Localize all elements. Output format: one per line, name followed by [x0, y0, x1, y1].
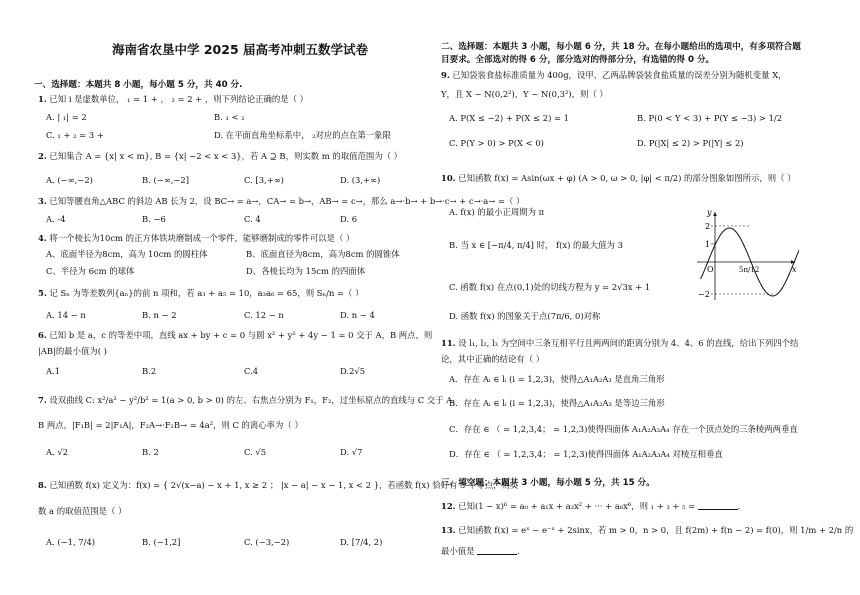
graph-origin-label: O — [707, 265, 714, 274]
q10-option-d: D. 函数 f(x) 的图象关于点(7π/6, 0)对称 — [449, 311, 601, 321]
question-10-stem: 已知函数 f(x) = Asin(ωx + φ) (A > 0, ω > 0, |φ| < π/2) 的部分图象如图所示，则（ ） — [458, 173, 796, 183]
q7-option-d: D. √7 — [340, 447, 363, 457]
q11-option-d: D．存在 ∈ （ = 1,2,3,4； = 1,2,3)使得四面体 A₁A₂A₃A₄ 对棱互相垂直 — [449, 449, 723, 459]
q10-option-b: B. 当 x ∈ [−π/4, π/4] 时， f(x) 的最大值为 3 — [449, 240, 623, 250]
q12-answer-blank[interactable] — [698, 501, 738, 510]
question-5-stem: 记 Sₙ 为等差数列{aₙ}的前 n 项和，若 a₃ + a₅ = 10，a₃a₆ = 65，则 Sₙ/n =（ ） — [49, 288, 364, 298]
q3-option-d: D. 6 — [340, 214, 358, 224]
q4-option-a: A、底面半径为8cm，高为 10cm 的圆柱体 — [46, 249, 208, 259]
section-2-heading-line-1: 二、选择题：本题共 3 小题，每小题 6 分，共 18 分。在每小题给出的选项中，有多项符合题 — [441, 42, 801, 52]
q8-option-d: D. [7/4, 2) — [340, 537, 383, 547]
question-3-stem: 已知等腰直角△ABC 的斜边 AB 长为 2，设 BC→ = a→，CA→ = b→，AB→ = c→，那么 a→·b→ + b→·c→ + c→·a→ =（ ） — [49, 196, 525, 206]
question-12-stem: 已知(1 − x)⁶ = a₀ + a₁x + a₂x² + ··· + a₆x⁶，则 ₁ + ₃ + ₅ = — [458, 501, 696, 511]
q4-option-b: B、底面直径为8cm，高为8cm 的圆锥体 — [246, 249, 400, 259]
question-13-line-2: 最小值是 . — [441, 546, 520, 556]
q9-option-b: B. P(0 < Y < 3) + P(Y ≤ −3) > 1/2 — [637, 113, 783, 123]
question-9-stem-2: Y，且 X ~ N(0,2²)，Y ~ N(0,3²)，则（ ） — [441, 89, 608, 99]
exam-title: 海南省农垦中学 2025 届高考冲刺五数学试卷 — [112, 42, 368, 57]
q4-option-c: C、半径为 6cm 的球体 — [46, 266, 135, 276]
question-8-stem-2: 数 a 的取值范围是（ ） — [38, 506, 127, 516]
question-7-stem-2: B 两点，|F₁B| = 2|F₁A|，F₂A→·F₂B→ = 4a²，则 C 的离心率为（ ） — [38, 420, 303, 430]
q6-option-d: D.2√5 — [340, 366, 366, 376]
q5-option-d: D. n − 4 — [340, 310, 375, 320]
graph-x-tick-label: 5π/12 — [739, 266, 760, 274]
question-10: 10. 已知函数 f(x) = Asin(ωx + φ) (A > 0, ω > 0, |φ| < π/2) 的部分图象如图所示，则（ ） — [441, 173, 796, 183]
question-1: 1. 已知 i 是虚数单位， ₁ = 1 + ， ₂ = 2 + ，则下列结论正确的是（ ） — [38, 94, 309, 104]
q8-option-a: A. (−1, 7/4) — [46, 537, 96, 547]
q1-option-a: A. | ₁| = 2 — [46, 112, 87, 122]
q10-option-a: A. f(x) 的最小正周期为 π — [449, 207, 545, 217]
q4-option-d: D、各棱长均为 15cm 的四面体 — [246, 266, 366, 276]
q2-option-b: B. (−∞,−2] — [142, 175, 190, 185]
question-6-stem: 已知 b 是 a，c 的等差中项，直线 ax + by + c = 0 与圆 x² + y² + 4y − 1 = 0 交于 A，B 两点，则 — [49, 330, 433, 340]
q10-option-c: C. 函数 f(x) 在点(0,1)处的切线方程为 y = 2√3x + 1 — [449, 282, 651, 292]
graph-x-label: x — [792, 265, 797, 274]
q9-option-a: A. P(X ≤ −2) + P(X ≤ 2) = 1 — [449, 113, 570, 123]
graph-y-label: y — [707, 208, 712, 217]
q1-option-c: C. ₁ + ₂ = 3 + — [46, 130, 104, 140]
question-8: 8. 已知函数 f(x) 定义为：f(x) = { 2√(x−a) − x + 1, x ≥ 2 ； |x − a| − x − 1, x < 2 }，若函数 f(x) 恰好有 3 个零点，则实 — [38, 480, 519, 490]
q1-option-d: D. 在平面直角坐标系中， ₂对应的点在第一象限 — [214, 130, 391, 140]
question-11-stem-2: 论，其中正确的结论有（ ） — [441, 354, 545, 364]
question-11: 11. 设 l₁, l₂, l₃ 为空间中三条互相平行且两两间的距离分别为 4、4、6 的直线，给出下列四个结 — [441, 338, 799, 348]
q6-option-a: A.1 — [46, 366, 61, 376]
q13-answer-blank[interactable] — [477, 546, 517, 555]
q9-option-c: C. P(Y > 0) > P(X < 0) — [449, 138, 544, 148]
question-11-stem: 设 l₁, l₂, l₃ 为空间中三条互相平行且两两间的距离分别为 4、4、6 的直线，给出下列四个结 — [458, 338, 799, 348]
q2-option-d: D. (3,+∞) — [340, 175, 381, 185]
graph-y-one-label: 1 — [705, 240, 711, 249]
q7-option-c: C. √5 — [244, 447, 267, 457]
q2-option-c: C. [3,+∞) — [244, 175, 284, 185]
q5-option-c: C. 12 − n — [244, 310, 284, 320]
graph-y-bottom-label: −2 — [698, 290, 710, 299]
question-4: 4. 将一个棱长为10cm 的正方体铁块磨制成一个零件，能够磨制成的零件可以是（ ） — [38, 233, 355, 243]
section-3-heading: 三、填空题：本题共 3 小题，每小题 5 分，共 15 分。 — [441, 478, 655, 488]
q5-option-a: A. 14 − n — [46, 310, 86, 320]
question-2-stem: 已知集合 A = {x| x < m}, B = {x| −2 < x < 3}，若 A ⊇ B，则实数 m 的取值范围为（ ） — [49, 151, 402, 161]
question-6-stem-2: |AB|的最小值为( ) — [38, 346, 107, 356]
question-2: 2. 已知集合 A = {x| x < m}, B = {x| −2 < x < 3}，若 A ⊇ B，则实数 m 的取值范围为（ ） — [38, 151, 402, 161]
question-3: 3. 已知等腰直角△ABC 的斜边 AB 长为 2，设 BC→ = a→，CA→ = b→，AB→ = c→，那么 a→·b→ + b→·c→ + c→·a→ =（ ） — [38, 196, 525, 206]
q10-sine-graph — [695, 206, 799, 302]
question-12: 12. 已知(1 − x)⁶ = a₀ + a₁x + a₂x² + ··· + a₆x⁶，则 ₁ + ₃ + ₅ = . — [441, 501, 741, 511]
question-4-stem: 将一个棱长为10cm 的正方体铁块磨制成一个零件，能够磨制成的零件可以是（ ） — [49, 233, 355, 243]
q8-option-c: C. (−3,−2) — [244, 537, 290, 547]
q2-option-a: A. (−∞,−2) — [46, 175, 93, 185]
q11-option-b: B．存在 Aᵢ ∈ lᵢ (i = 1,2,3)，使得△A₁A₂A₃ 是等边三角形 — [449, 398, 665, 408]
question-13-stem-2: 最小值是 — [441, 546, 475, 556]
q7-option-a: A. √2 — [46, 447, 69, 457]
question-13-stem: 已知函数 f(x) = eˣ − e⁻ˣ + 2sinx，若 m > 0，n > 0，且 f(2m) + f(n − 2) = f(0)，则 1/m + 2/n 的 — [458, 525, 854, 535]
q11-option-c: C．存在 ∈ （ = 1,2,3,4； = 1,2,3)使得四面体 A₁A₂A₃A₄ 存在一个顶点处的三条棱两两垂直 — [449, 424, 798, 434]
q3-option-c: C. 4 — [244, 214, 261, 224]
question-6: 6. 已知 b 是 a，c 的等差中项，直线 ax + by + c = 0 与圆 x² + y² + 4y − 1 = 0 交于 A，B 两点，则 — [38, 330, 433, 340]
q1-option-b: B. ₁ < ₂ — [214, 112, 245, 122]
q5-option-b: B. n − 2 — [142, 310, 177, 320]
section-2-heading-line-2: 目要求。全部选对的得 6 分，部分选对的得部分分，有选错的得 0 分。 — [441, 55, 715, 65]
question-9: 9. 已知袋装食盐标准质量为 400g，设甲、乙两品牌袋装食盐质量的误差分别为随机变量 X， — [441, 70, 787, 80]
graph-y-arrow — [713, 212, 717, 216]
q8-option-b: B. (−1,2] — [142, 537, 181, 547]
question-5: 5. 记 Sₙ 为等差数列{aₙ}的前 n 项和，若 a₃ + a₅ = 10，a₃a₆ = 65，则 Sₙ/n =（ ） — [38, 288, 364, 298]
question-9-stem: 已知袋装食盐标准质量为 400g，设甲、乙两品牌袋装食盐质量的误差分别为随机变量 X， — [452, 70, 787, 80]
q9-option-d: D. P(|X| ≤ 2) > P(|Y| ≤ 2) — [637, 138, 744, 148]
q6-option-c: C.4 — [244, 366, 259, 376]
section-1-heading: 一、选择题：本题共 8 小题，每小题 5 分，共 40 分. — [34, 80, 243, 90]
question-8-stem: 已知函数 f(x) 定义为：f(x) = { 2√(x−a) − x + 1, x ≥ 2 ； |x − a| − x − 1, x < 2 }，若函数 f(x) 恰好有 3 个零点，则实 — [49, 480, 519, 490]
q3-option-a: A. -4 — [46, 214, 66, 224]
q6-option-b: B.2 — [142, 366, 157, 376]
q3-option-b: B. −6 — [142, 214, 166, 224]
graph-y-top-label: 2 — [705, 222, 711, 231]
question-7: 7. 设双曲线 C: x²/a² − y²/b² = 1(a > 0, b > 0) 的左、右焦点分别为 F₁，F₂，过坐标原点的直线与 C 交于 A， — [38, 395, 461, 405]
question-7-stem: 设双曲线 C: x²/a² − y²/b² = 1(a > 0, b > 0) 的左、右焦点分别为 F₁，F₂，过坐标原点的直线与 C 交于 A， — [49, 395, 461, 405]
question-1-stem: 已知 i 是虚数单位， ₁ = 1 + ， ₂ = 2 + ，则下列结论正确的是（ ） — [49, 94, 309, 104]
q7-option-b: B. 2 — [142, 447, 159, 457]
question-13: 13. 已知函数 f(x) = eˣ − e⁻ˣ + 2sinx，若 m > 0，n > 0，且 f(2m) + f(n − 2) = f(0)，则 1/m + 2/n 的 — [441, 525, 854, 535]
q11-option-a: A．存在 Aᵢ ∈ lᵢ (i = 1,2,3)，使得△A₁A₂A₃ 是直角三角形 — [449, 374, 665, 384]
